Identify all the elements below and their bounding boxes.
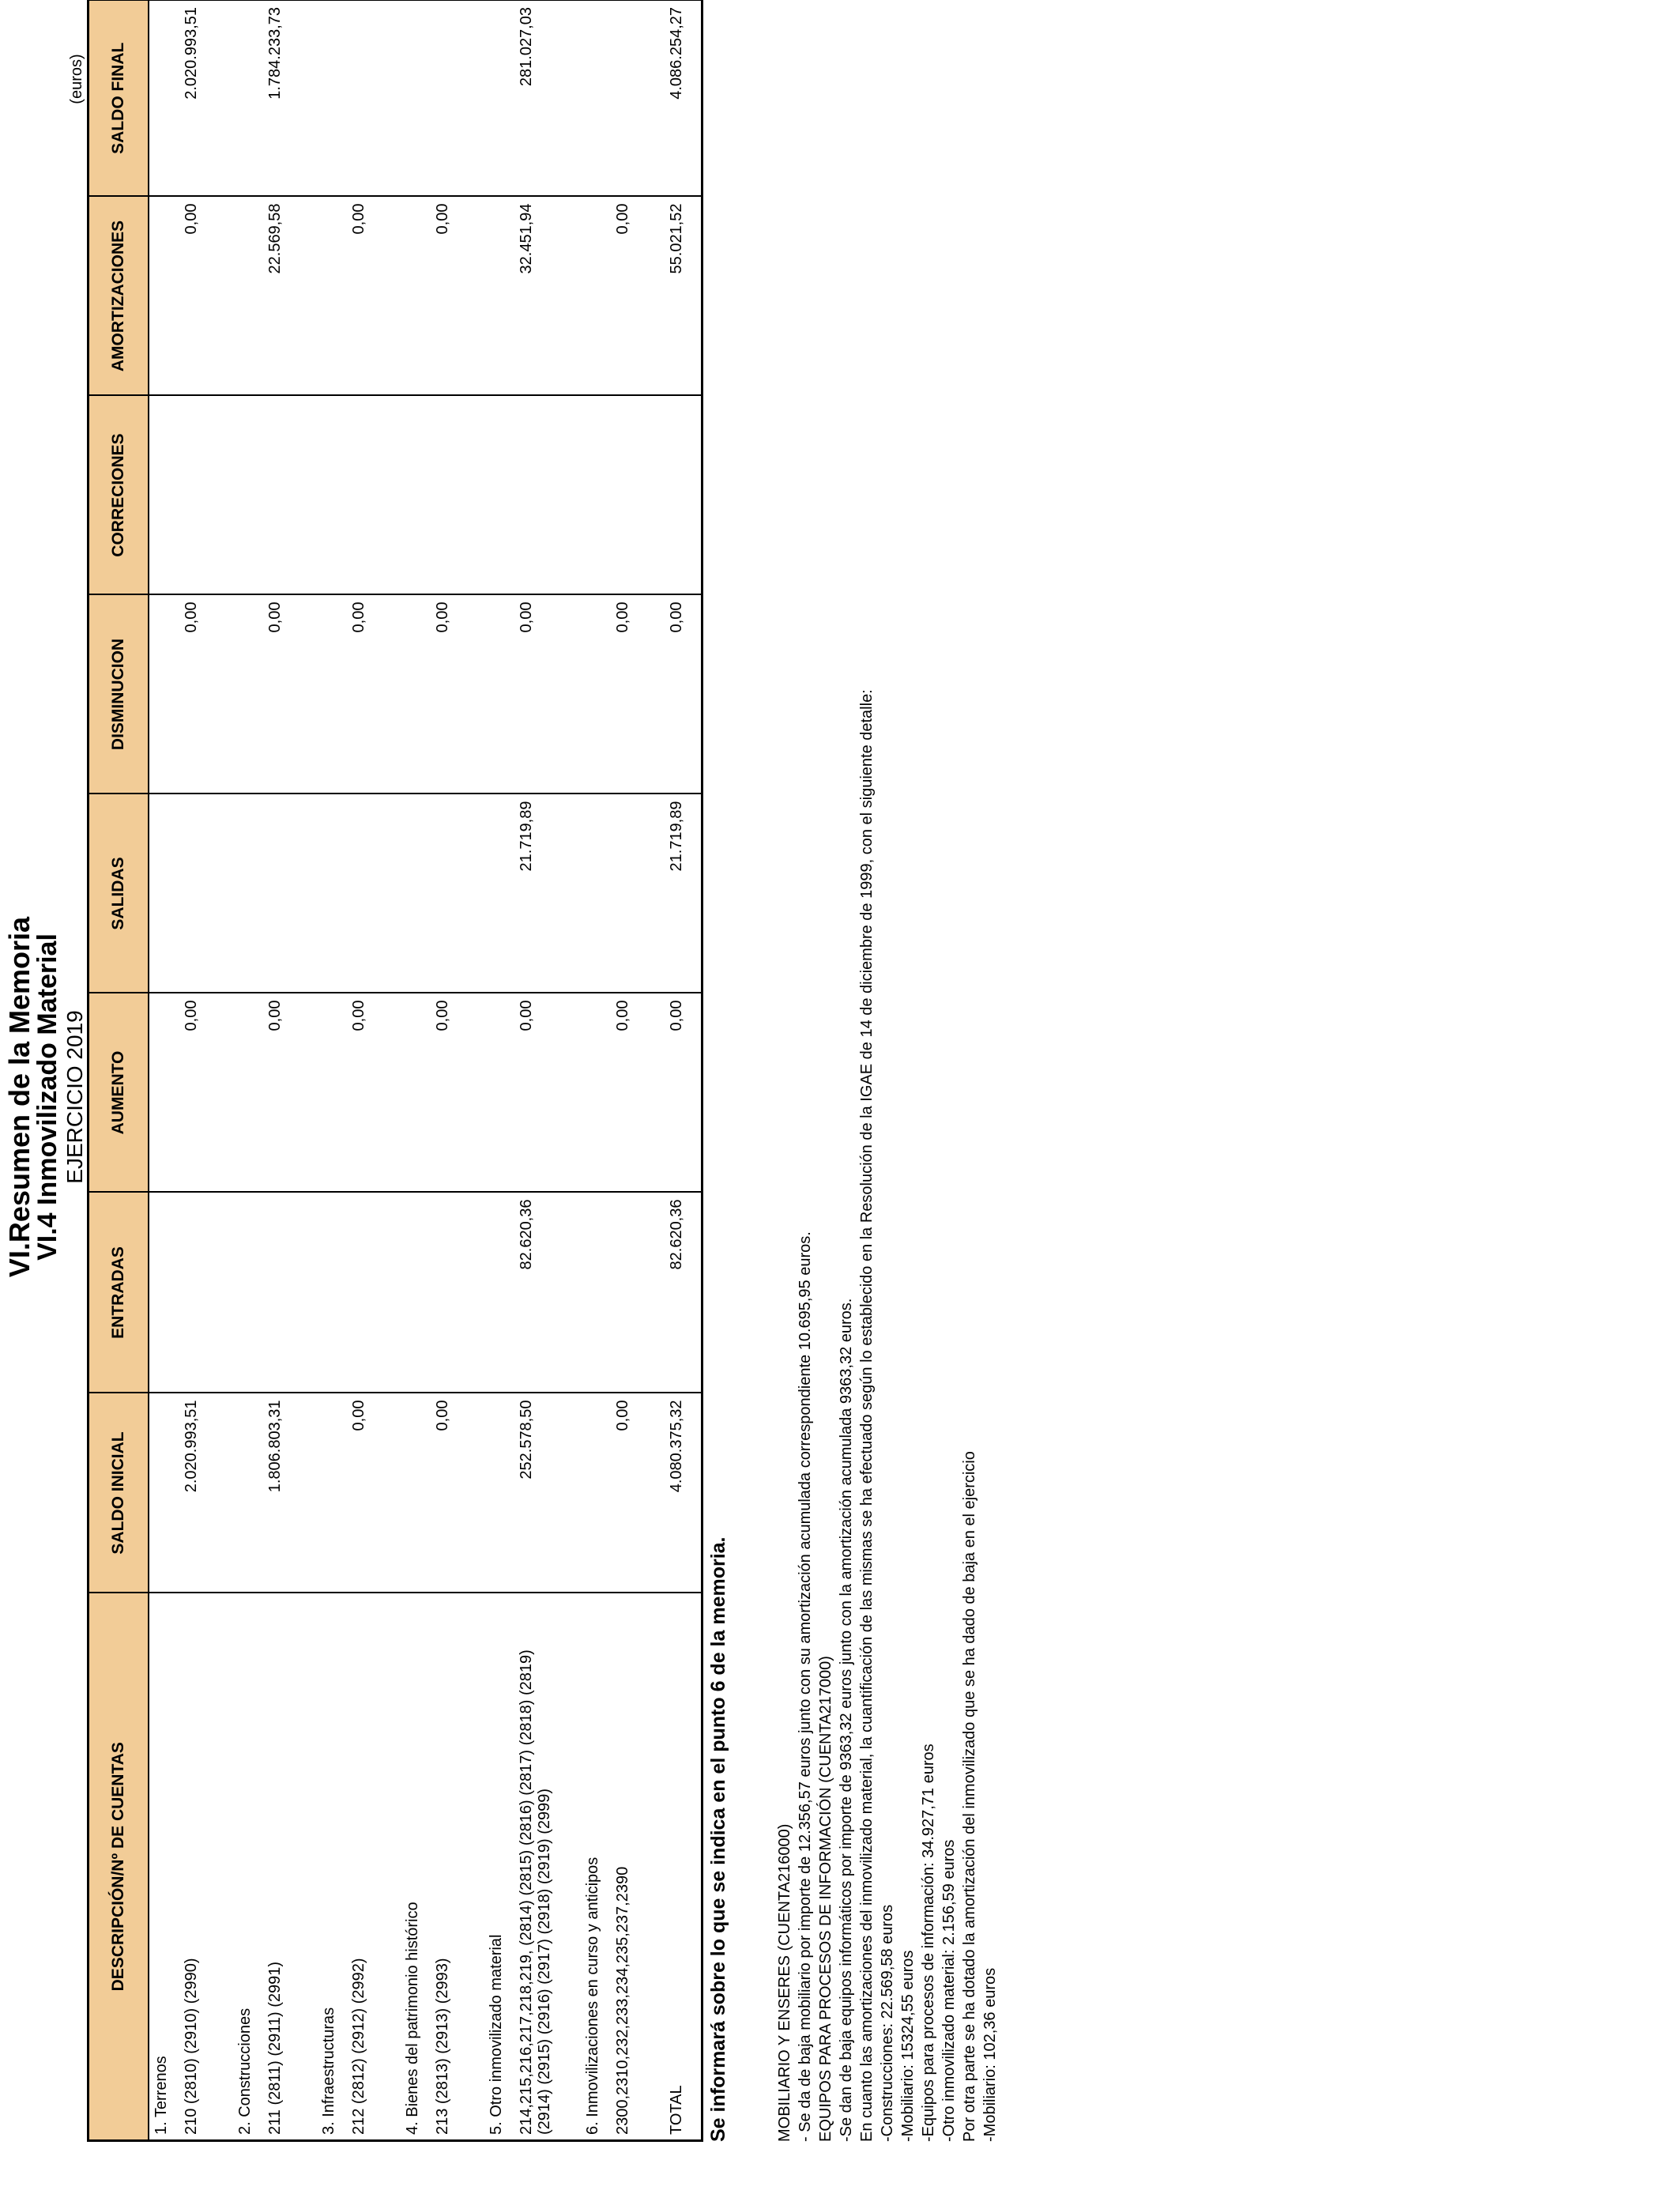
col-header: AMORTIZACIONES (89, 197, 149, 396)
cell-value: 1.806.803,31 (263, 1393, 317, 1593)
cell-value (401, 595, 431, 794)
cell-value: 82.620,36 (665, 1193, 703, 1393)
note-line: -Se dan de baja equipos informáticos por importe de 9363,32 euros junto con la amortización acumulada 9363,32 euros. (838, 1298, 855, 2142)
cell-value (233, 197, 263, 396)
cell-value (401, 1193, 431, 1393)
cell-value: 0,00 (611, 1393, 665, 1593)
cell-value (484, 0, 514, 197)
row-description: TOTAL (665, 1593, 703, 2141)
table-row (149, 0, 179, 2141)
cell-value (317, 794, 347, 993)
col-header: SALDO FINAL (89, 0, 149, 197)
cell-value (149, 595, 179, 794)
cell-value (401, 197, 431, 396)
cell-value (149, 197, 179, 396)
table-row (233, 0, 263, 2141)
cell-value (484, 1193, 514, 1393)
cell-value: 0,00 (431, 993, 484, 1193)
note-line: -Otro inmovilizado material: 2.156,59 euros (940, 1839, 958, 2142)
row-description: 2300,2310,232,233,234,235,237,2390 (611, 1593, 665, 2141)
cell-value: 0,00 (179, 197, 233, 396)
cell-value (233, 595, 263, 794)
cell-value: 0,00 (611, 595, 665, 794)
table-body (149, 0, 703, 2141)
cell-value (317, 1393, 347, 1593)
note-line: -Construcciones: 22.569,58 euros (879, 1904, 896, 2142)
cell-value: 0,00 (514, 993, 581, 1193)
cell-value (347, 396, 401, 595)
cell-value: 252.578,50 (514, 1393, 581, 1593)
cell-value: 0,00 (263, 993, 317, 1193)
row-description: 212 (2812) (2912) (2992) (347, 1593, 401, 2141)
cell-value (347, 0, 401, 197)
cell-value: 0,00 (347, 993, 401, 1193)
cell-value (484, 794, 514, 993)
cell-value: 82.620,36 (514, 1193, 581, 1393)
table-header-row (89, 0, 149, 2141)
cell-value (431, 794, 484, 993)
cell-value (317, 595, 347, 794)
cell-value (401, 1393, 431, 1593)
cell-value: 281.027,03 (514, 0, 581, 197)
cell-value: 0,00 (347, 595, 401, 794)
cell-value: 0,00 (347, 197, 401, 396)
cell-value: 0,00 (665, 993, 703, 1193)
note-line: -Mobiliario: 102,36 euros (981, 1967, 999, 2142)
notes-block (774, 689, 1000, 2142)
cell-value: 0,00 (179, 993, 233, 1193)
cell-value (317, 0, 347, 197)
cell-value: 55.021,52 (665, 197, 703, 396)
cell-value (484, 595, 514, 794)
col-header: DISMINUCION (89, 595, 149, 794)
cell-value (581, 197, 611, 396)
fixed-assets-table (87, 0, 703, 2142)
cell-value (149, 1393, 179, 1593)
note-line: MOBILIARIO Y ENSERES (CUENTA216000) (776, 1823, 793, 2142)
table-row (317, 0, 347, 2141)
note-line: EQUIPOS PARA PROCESOS DE INFORMACIÓN (CUENTA217000) (817, 1656, 834, 2142)
cell-value (431, 0, 484, 197)
currency-unit: (euros) (68, 54, 85, 104)
cell-value (581, 993, 611, 1193)
cell-value (317, 197, 347, 396)
cell-value: 21.719,89 (665, 794, 703, 993)
cell-value (149, 0, 179, 197)
table-row (179, 0, 233, 2141)
col-header: ENTRADAS (89, 1193, 149, 1393)
cell-value: 1.784.233,73 (263, 0, 317, 197)
cell-value (179, 1193, 233, 1393)
cell-value (317, 1193, 347, 1393)
col-header: DESCRIPCIÓN/Nº DE CUENTAS (89, 1593, 149, 2141)
cell-value (347, 794, 401, 993)
cell-value: 0,00 (179, 595, 233, 794)
row-description: 214,215,216,217,218,219, (2814) (2815) (2816) (2817) (2818) (2819) (2914) (2915) (2916) (2917) (2918) (2919) (2999) (514, 1593, 581, 2141)
cell-value (611, 794, 665, 993)
table-row (484, 0, 514, 2141)
row-description: 6. Inmovilizaciones en curso y anticipos (581, 1593, 611, 2141)
col-header: SALDO INICIAL (89, 1393, 149, 1593)
cell-value (149, 794, 179, 993)
memo-note: Se informará sobre lo que se indica en el punto 6 de la memoria. (707, 1536, 729, 2142)
cell-value (484, 396, 514, 595)
row-description: 211 (2811) (2911) (2991) (263, 1593, 317, 2141)
cell-value: 0,00 (263, 595, 317, 794)
row-description: 5. Otro inmovilizado material (484, 1593, 514, 2141)
cell-value: 2.020.993,51 (179, 0, 233, 197)
table-row (401, 0, 431, 2141)
cell-value (233, 794, 263, 993)
cell-value (347, 1193, 401, 1393)
row-description: 1. Terrenos (149, 1593, 179, 2141)
row-description: 213 (2813) (2913) (2993) (431, 1593, 484, 2141)
cell-value (581, 396, 611, 595)
cell-value: 0,00 (611, 197, 665, 396)
cell-value: 21.719,89 (514, 794, 581, 993)
cell-value: 0,00 (431, 197, 484, 396)
cell-value: 0,00 (431, 1393, 484, 1593)
cell-value: 4.080.375,32 (665, 1393, 703, 1593)
cell-value: 0,00 (514, 595, 581, 794)
row-description: 2. Construcciones (233, 1593, 263, 2141)
cell-value (317, 396, 347, 595)
cell-value (431, 396, 484, 595)
note-line: Por otra parte se ha dotado la amortización del inmovilizado que se ha dado de baja en el ejercicio (961, 1451, 978, 2142)
col-header: AUMENTO (89, 993, 149, 1193)
cell-value (179, 396, 233, 595)
table-row (581, 0, 611, 2141)
cell-value (233, 396, 263, 595)
cell-value (233, 1393, 263, 1593)
cell-value (581, 1393, 611, 1593)
table-row (431, 0, 484, 2141)
note-line: En cuanto las amortizaciones del inmovilizado material, la cuantificación de las mismas se ha efectuado según lo establecido en la Resolución de la IGAE de 14 de diciembre de 1999, con el siguiente detalle: (858, 689, 876, 2142)
cell-value (401, 396, 431, 595)
exercise-year: EJERCICIO 2019 (62, 1010, 87, 1184)
note-line: -Mobiliario: 15324,55 euros (899, 1950, 917, 2142)
cell-value (581, 1193, 611, 1393)
cell-value: 32.451,94 (514, 197, 581, 396)
cell-value (233, 1193, 263, 1393)
cell-value (149, 396, 179, 595)
note-line: -Equipos para procesos de información: 34.927,71 euros (920, 1744, 937, 2142)
cell-value (233, 0, 263, 197)
page-subtitle: VI.4 Inmovilizado Material (32, 933, 62, 1261)
cell-value (179, 794, 233, 993)
row-description: 3. Infraestructuras (317, 1593, 347, 2141)
cell-value: 0,00 (347, 1393, 401, 1593)
table-row (263, 0, 317, 2141)
row-description: 210 (2810) (2910) (2990) (179, 1593, 233, 2141)
note-line: - Se da de baja mobiliario por importe de 12.356,57 euros junto con su amortización acumulada correspondiente 10.695,95 euros. (797, 1231, 814, 2142)
col-header: SALIDAS (89, 794, 149, 993)
table-row (611, 0, 665, 2141)
cell-value (263, 396, 317, 595)
cell-value (665, 396, 703, 595)
cell-value (581, 794, 611, 993)
cell-value (581, 595, 611, 794)
cell-value (401, 0, 431, 197)
row-description: 4. Bienes del patrimonio histórico (401, 1593, 431, 2141)
page-title: VI.Resumen de la Memoria (3, 916, 36, 1278)
cell-value (263, 794, 317, 993)
cell-value: 4.086.254,27 (665, 0, 703, 197)
cell-value (401, 993, 431, 1193)
table-row (514, 0, 581, 2141)
cell-value: 22.569,58 (263, 197, 317, 396)
cell-value (581, 0, 611, 197)
table-row (347, 0, 401, 2141)
cell-value: 2.020.993,51 (179, 1393, 233, 1593)
col-header: CORRECIONES (89, 396, 149, 595)
cell-value (401, 794, 431, 993)
cell-value: 0,00 (431, 595, 484, 794)
cell-value (514, 396, 581, 595)
cell-value (611, 1193, 665, 1393)
cell-value: 0,00 (665, 595, 703, 794)
cell-value (431, 1193, 484, 1393)
cell-value (611, 0, 665, 197)
cell-value (317, 993, 347, 1193)
cell-value: 0,00 (611, 993, 665, 1193)
cell-value (484, 993, 514, 1193)
table-row (665, 0, 703, 2141)
cell-value (484, 1393, 514, 1593)
cell-value (263, 1193, 317, 1393)
cell-value (484, 197, 514, 396)
cell-value (233, 993, 263, 1193)
cell-value (149, 1193, 179, 1393)
cell-value (149, 993, 179, 1193)
cell-value (611, 396, 665, 595)
